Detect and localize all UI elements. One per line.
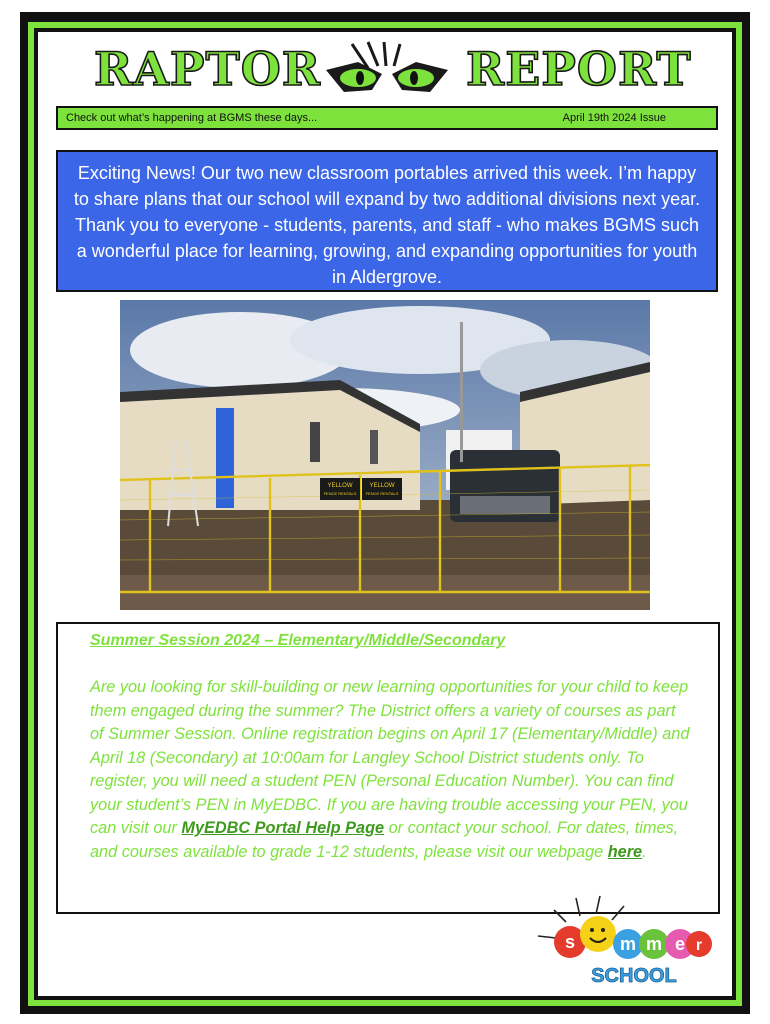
masthead bbox=[90, 40, 692, 102]
summer-session-box bbox=[56, 622, 720, 914]
issue-date: April 19th 2024 Issue bbox=[562, 112, 666, 124]
tagline: Check out what’s happening at BGMS these days... bbox=[66, 112, 318, 124]
summer-body-part-1: Are you looking for skill-building or new learning opportunities for your child to keep them engaged during the summer? The District offers a variety of courses as part of Summer Session. Online registration begins on April 17 (Elementary/Middle) and April 18 (Secondary) at 10:00am for Langley School District students only. To register, you will need a student PEN (Personal Education Number). You can find your student’s PEN in MyEDBC. If you are having trouble accessing your PEN, you can visit our bbox=[90, 678, 690, 837]
news-text: Exciting News! Our two new classroom portables arrived this week. I’m happy to share plans that our school will expand by two additional divisions next year. Thank you to everyone - students, parents, and staff - who makes BGMS such a wonderful place for learning, growing, and expanding opportunities for youth in Aldergrove. bbox=[73, 163, 701, 287]
news-callout bbox=[56, 150, 718, 292]
myedbc-help-link[interactable]: MyEDBC Portal Help Page bbox=[181, 819, 385, 837]
header-strip bbox=[56, 106, 718, 130]
svg-text:s: s bbox=[564, 932, 576, 952]
summer-body-part-3: . bbox=[642, 842, 647, 861]
summer-session-title: Summer Session 2024 – Elementary/Middle/Secondary bbox=[90, 632, 506, 649]
svg-text:m: m bbox=[645, 934, 663, 954]
portables-photo bbox=[120, 300, 650, 610]
svg-text:e: e bbox=[674, 934, 686, 954]
raptor-eyes-icon bbox=[312, 40, 462, 102]
logo-school-word: SCHOOL bbox=[591, 965, 677, 987]
masthead-title-right: REPORT bbox=[466, 42, 692, 96]
summer-school-logo bbox=[536, 892, 716, 992]
webpage-here-link[interactable]: here bbox=[607, 842, 643, 861]
summer-session-body bbox=[90, 676, 690, 864]
fence-sign-2: YELLOW bbox=[369, 483, 395, 489]
summer-body-part-2: or contact your school. For dates, times, and courses available to grade 1-12 students, please visit our webpage bbox=[90, 819, 679, 861]
svg-text:r: r bbox=[695, 937, 703, 954]
fence-sign-1b: FENCE RENTALS bbox=[323, 491, 357, 496]
svg-text:m: m bbox=[619, 934, 637, 954]
fence-sign-1: YELLOW bbox=[327, 483, 353, 489]
fence-sign-2b: FENCE RENTALS bbox=[365, 491, 399, 496]
masthead-title-left: RAPTOR bbox=[94, 42, 322, 96]
